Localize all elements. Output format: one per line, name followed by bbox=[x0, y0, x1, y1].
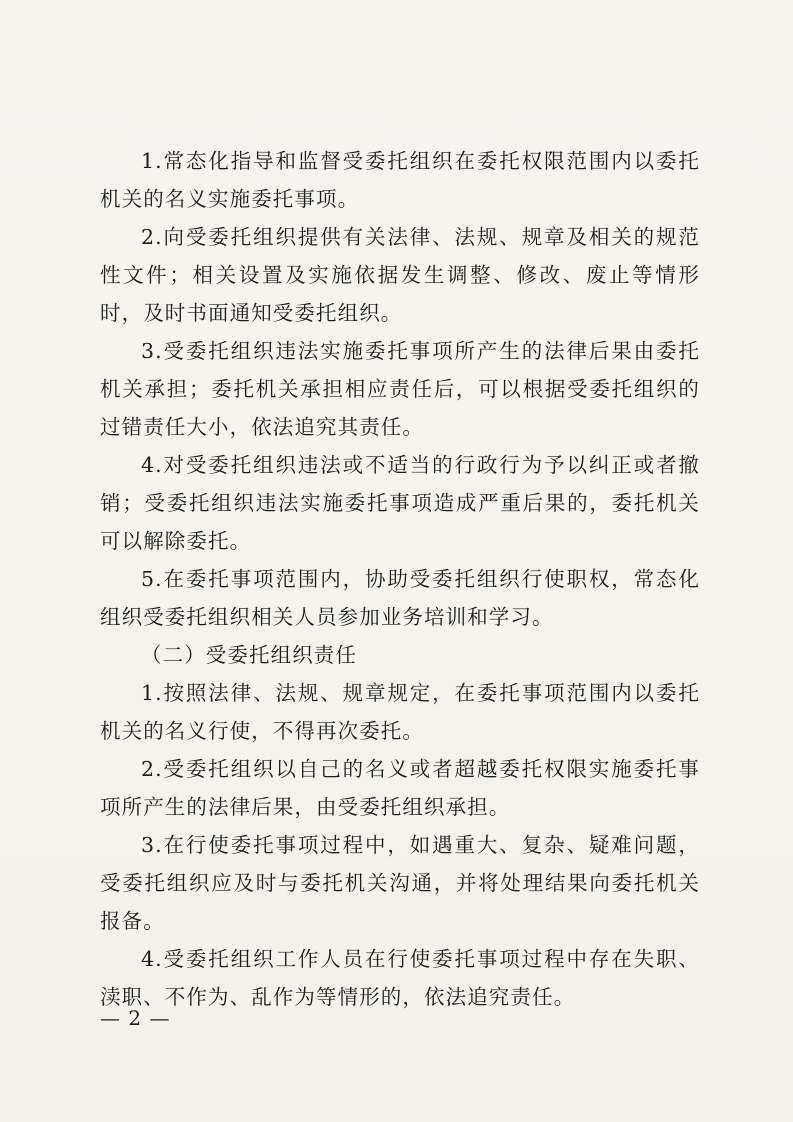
document-body bbox=[100, 142, 700, 1016]
paragraph-3: 3.受委托组织违法实施委托事项所产生的法律后果由委托机关承担；委托机关承担相应责任后，可以根据受委托组织的过错责任大小，依法追究其责任。 bbox=[100, 339, 700, 439]
paragraph-4: 4.对受委托组织违法或不适当的行政行为予以纠正或者撤销；受委托组织违法实施委托事项造成严重后果的，委托机关可以解除委托。 bbox=[100, 453, 700, 553]
paragraph-5: 5.在委托事项范围内，协助受委托组织行使职权，常态化组织受委托组织相关人员参加业务培训和学习。 bbox=[100, 567, 700, 629]
section-paragraph-2: 2.受委托组织以自己的名义或者超越委托权限实施委托事项所产生的法律后果，由受委托组织承担。 bbox=[100, 757, 700, 819]
section-paragraph-4: 4.受委托组织工作人员在行使委托事项过程中存在失职、渎职、不作为、乱作为等情形的，依法追究责任。 bbox=[100, 947, 700, 1009]
section-paragraph-1: 1.按照法律、法规、规章规定，在委托事项范围内以委托机关的名义行使，不得再次委托。 bbox=[100, 681, 700, 743]
paragraph-1: 1.常态化指导和监督受委托组织在委托权限范围内以委托机关的名义实施委托事项。 bbox=[100, 149, 700, 211]
page-number: — 2 — bbox=[100, 1006, 171, 1030]
section-paragraph-3: 3.在行使委托事项过程中，如遇重大、复杂、疑难问题，受委托组织应及时与委托机关沟通，并将处理结果向委托机关报备。 bbox=[100, 833, 700, 933]
section-heading: （二）受委托组织责任 bbox=[141, 643, 357, 667]
paragraph-2: 2.向受委托组织提供有关法律、法规、规章及相关的规范性文件；相关设置及实施依据发生调整、修改、废止等情形时，及时书面通知受委托组织。 bbox=[100, 225, 700, 325]
